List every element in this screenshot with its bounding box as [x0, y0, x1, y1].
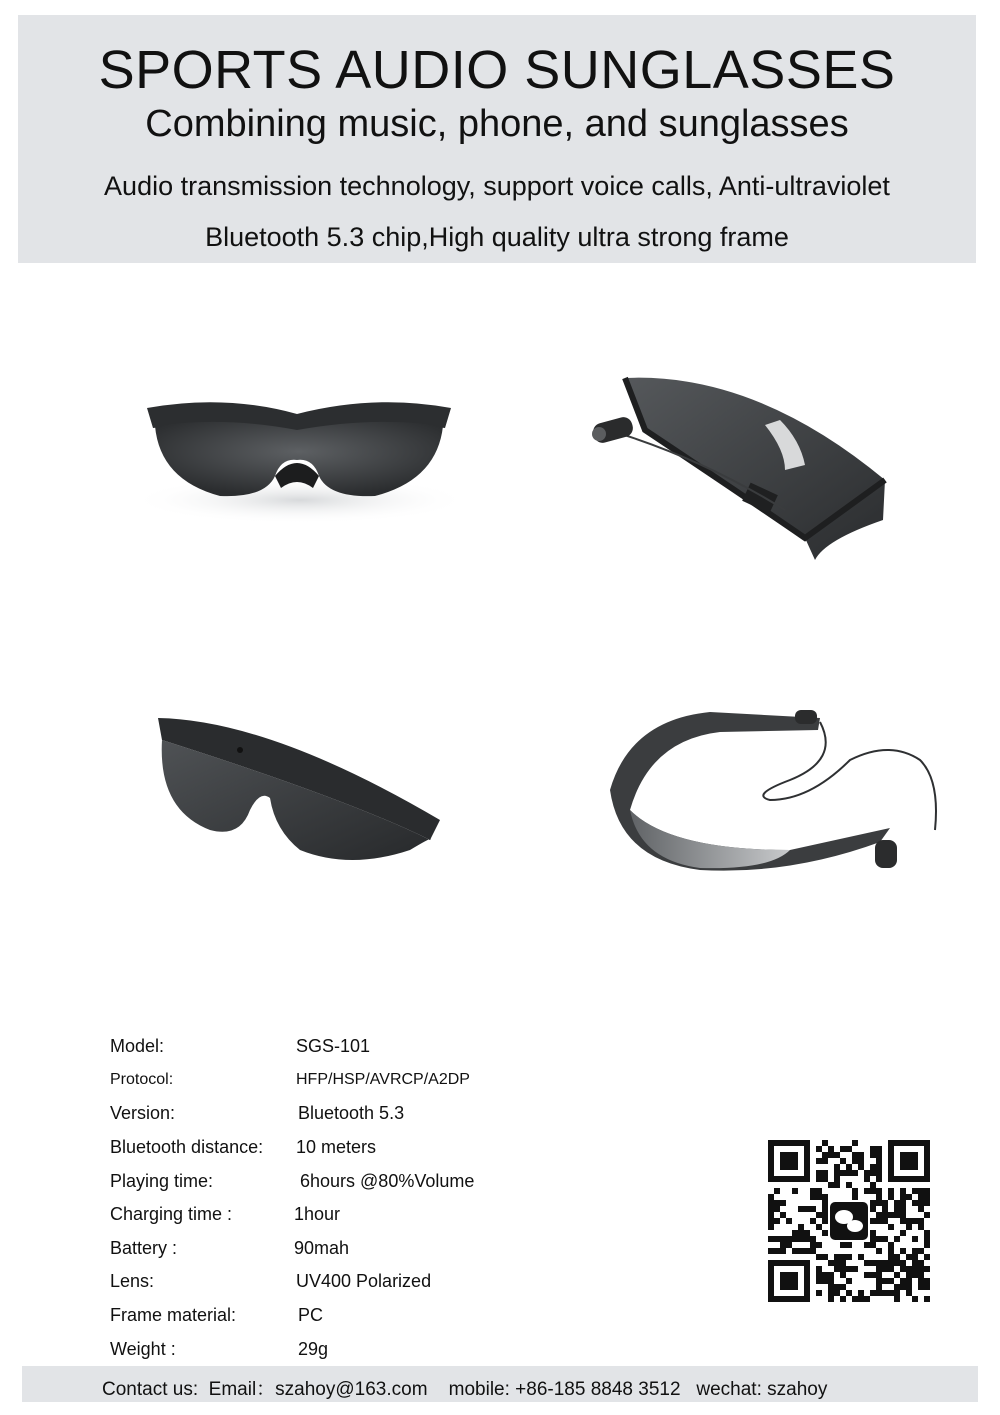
spec-label: Model:: [110, 1036, 165, 1056]
spec-label: Frame material:: [110, 1305, 237, 1325]
product-photo-angled: [150, 710, 450, 890]
spec-label: Charging time :: [110, 1204, 233, 1224]
product-photo-front: [125, 380, 475, 530]
spec-value: 6hours @80%Volume: [300, 1171, 475, 1191]
spec-label: Lens:: [110, 1271, 155, 1291]
header-banner: [18, 15, 976, 263]
spec-value: SGS-101: [296, 1036, 371, 1056]
spec-value: 10 meters: [296, 1137, 377, 1157]
spec-value: UV400 Polarized: [296, 1271, 432, 1291]
spec-label: Battery :: [110, 1238, 178, 1258]
page-title: SPORTS AUDIO SUNGLASSES: [98, 40, 896, 100]
spec-value: 29g: [298, 1339, 329, 1359]
spec-label: Bluetooth distance:: [110, 1137, 264, 1157]
spec-value: PC: [298, 1305, 324, 1325]
spec-label: Weight :: [110, 1339, 176, 1359]
spec-label: Version:: [110, 1103, 176, 1123]
wechat-icon: [830, 1202, 868, 1240]
product-photo-side: [590, 700, 950, 900]
contact-line: Contact us: Email：szahoy@163.com mobile: +86-185 8848 3512 wechat: szahoy: [102, 1379, 828, 1400]
product-photo-folded: [585, 370, 895, 570]
spec-value: HFP/HSP/AVRCP/A2DP: [296, 1071, 470, 1088]
feature-line-2: Bluetooth 5.3 chip,High quality ultra strong frame: [205, 222, 789, 252]
spec-value: Bluetooth 5.3: [298, 1103, 405, 1123]
feature-line-1: Audio transmission technology, support voice calls, Anti-ultraviolet: [104, 171, 890, 201]
page-subtitle: Combining music, phone, and sunglasses: [145, 103, 849, 145]
spec-label: Playing time:: [110, 1171, 214, 1191]
wechat-qr-code-icon: [768, 1140, 930, 1302]
spec-value: 90mah: [294, 1238, 350, 1258]
spec-label: Protocol:: [110, 1071, 174, 1088]
spec-value: 1hour: [294, 1204, 341, 1224]
contact-footer: [22, 1366, 978, 1402]
